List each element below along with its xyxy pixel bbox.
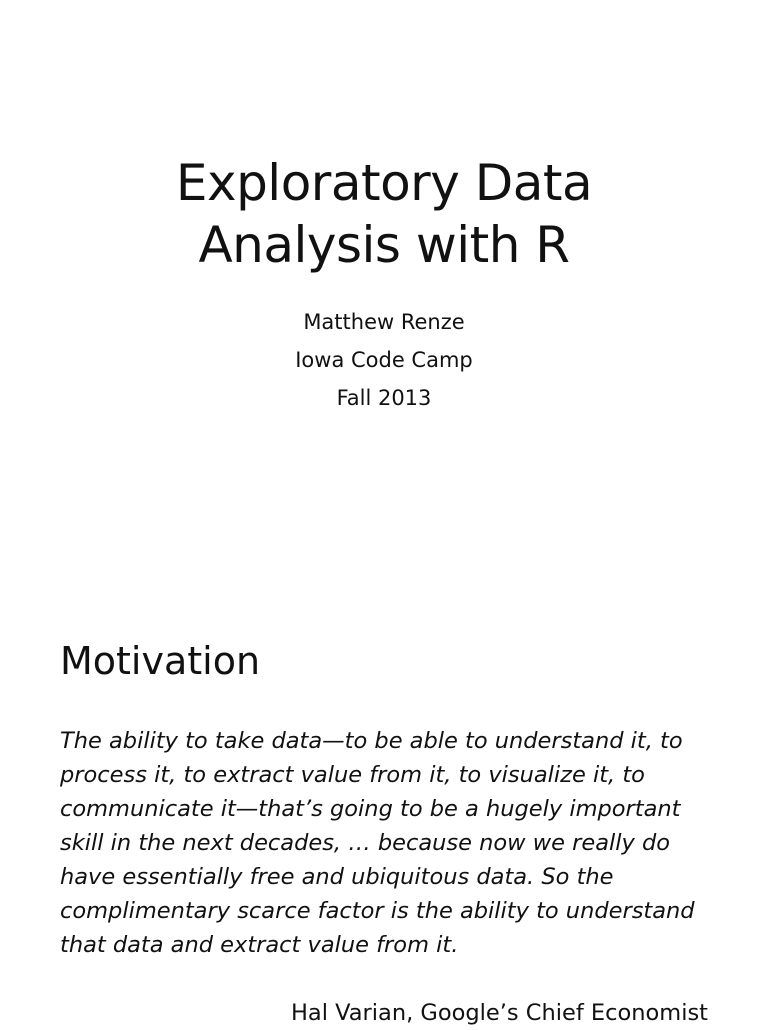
quote-line: that data and extract value from it. xyxy=(60,932,459,958)
slide-title xyxy=(0,152,768,276)
event-name: Iowa Code Camp xyxy=(295,348,473,372)
quote xyxy=(60,724,720,962)
slide-title-line-2: Analysis with R xyxy=(198,216,570,274)
quote-line: complimentary scarce factor is the ability to understand xyxy=(60,898,695,924)
quote-line: communicate it—that’s going to be a hugely important xyxy=(60,796,681,822)
event-date: Fall 2013 xyxy=(336,386,432,410)
slide-subtitle xyxy=(0,303,768,417)
quote-line: have essentially free and ubiquitous data. So the xyxy=(60,864,614,890)
slide-title-line-1: Exploratory Data xyxy=(175,154,593,212)
quote-attribution: Hal Varian, Google’s Chief Economist xyxy=(291,1000,708,1026)
slide-heading: Motivation xyxy=(60,639,261,683)
presenter-name: Matthew Renze xyxy=(303,310,465,334)
quote-line: The ability to take data—to be able to understand it, to xyxy=(60,728,683,754)
motivation-slide xyxy=(0,576,768,1024)
quote-line: skill in the next decades, … because now we really do xyxy=(60,830,671,856)
quote-line: process it, to extract value from it, to visualize it, to xyxy=(60,762,645,788)
